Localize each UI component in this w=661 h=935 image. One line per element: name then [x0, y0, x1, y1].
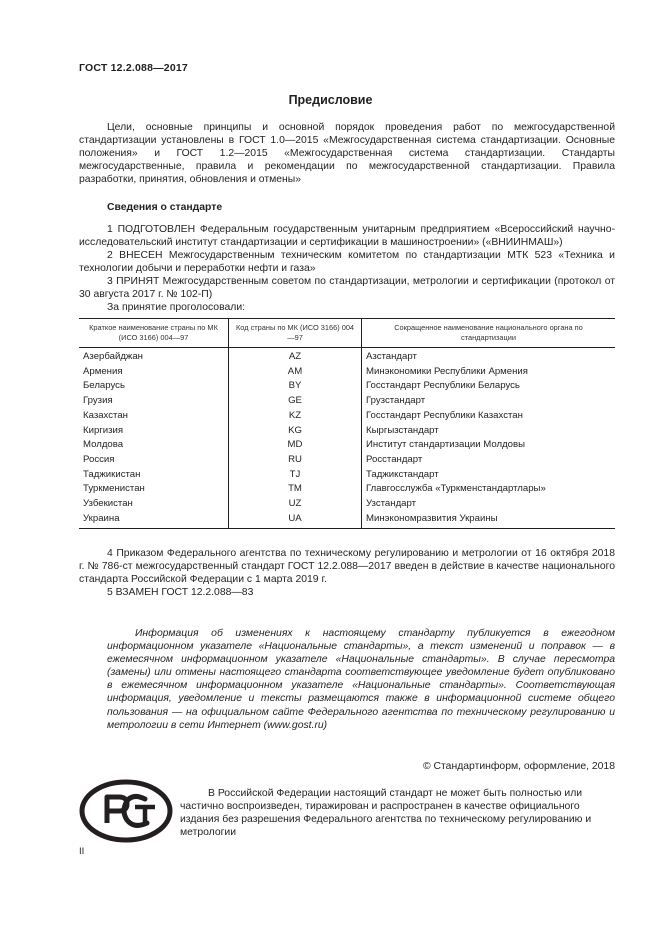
doc-number-header: ГОСТ 12.2.088—2017 [79, 62, 188, 74]
standards-body: Росстандарт [366, 453, 423, 465]
country-name: Россия [79, 453, 229, 468]
country-name: Азербайджан [79, 348, 229, 365]
standards-body: Таджикстандарт [366, 468, 439, 480]
table-row [79, 379, 615, 394]
header-body: Сокращенное наименование национального органа по стандартизации [362, 319, 616, 348]
table-row [79, 409, 615, 424]
copyright: © Стандартинформ, оформление, 2018 [422, 761, 615, 772]
item-1-prepared: 1 ПОДГОТОВЛЕН Федеральным государственным унитарным предприятием «Всероссийский научно-исследовательский институт стандартизации и сертификации в машиностроении» («ВНИИНМАШ») [79, 224, 615, 249]
voting-states-table [79, 318, 615, 529]
country-code: KZ [229, 409, 362, 424]
table-row [79, 468, 615, 483]
country-name: Узбекистан [79, 497, 229, 512]
table-row [79, 453, 615, 468]
country-name: Киргизия [79, 424, 229, 439]
rst-logo-graphic [79, 779, 173, 843]
standards-body: Институт стандартизации Молдовы [366, 439, 525, 451]
table-row [79, 394, 615, 409]
item-2-submitted: 2 ВНЕСЕН Межгосударственным техническим комитетом по стандартизации МТК 523 «Техника и технологии добычи и переработки нефти и газа» [79, 250, 615, 275]
standards-body: Госстандарт Республики Казахстан [366, 409, 523, 421]
table-row [79, 482, 615, 497]
standards-body: Главгосслужба «Туркменстандартлары» [366, 483, 546, 495]
country-name: Беларусь [79, 379, 229, 394]
standards-body: Кыргызстандарт [366, 424, 439, 436]
country-code: TJ [229, 468, 362, 483]
table-row [79, 424, 615, 439]
page-title: Предисловие [288, 93, 373, 107]
header-code: Код страны по МК (ИСО 3166) 004—97 [229, 319, 362, 348]
page-number: II [79, 846, 85, 857]
rst-certification-mark-icon [79, 779, 173, 848]
standards-body: Азстандарт [366, 351, 417, 362]
item-5-replaces: 5 ВЗАМЕН ГОСТ 12.2.088—83 [107, 587, 254, 598]
reproduction-notice: В Российской Федерации настоящий стандарт не может быть полностью или частично воспроизведен, тиражирован и распространен в качестве официального издания без разрешения Федерального агентства по техническому регулированию и метрологии [180, 788, 592, 838]
country-code: RU [229, 453, 362, 468]
item-4-enacted: 4 Приказом Федерального агентства по техническому регулированию и метрологии от 16 октября 2018 г. № 786-ст межгосударственный стандарт ГОСТ 12.2.088—2017 введен в действие в качестве национального стандарта Российской Федерации с 1 марта 2019 г. [79, 548, 615, 586]
country-code: UZ [229, 497, 362, 512]
country-name: Молдова [79, 438, 229, 453]
table-header-row [79, 319, 615, 348]
country-name: Армения [79, 365, 229, 380]
standards-body: Минэкономики Республики Армения [366, 365, 528, 377]
standards-body: Грузстандарт [366, 395, 426, 407]
country-code: TM [229, 482, 362, 497]
country-code: KG [229, 424, 362, 439]
country-name: Украина [79, 512, 229, 529]
standards-body: Госстандарт Республики Беларусь [366, 380, 520, 392]
table-row [79, 497, 615, 512]
table-row [79, 348, 615, 365]
country-code: GE [229, 394, 362, 409]
standards-body: Минэкономразвития Украины [362, 512, 616, 529]
standards-body: Узстандарт [366, 498, 417, 510]
section-heading: Сведения о стандарте [107, 202, 223, 213]
info-notice: Информация об изменениях к настоящему стандарту публикуется в ежегодном информационном указателе «Национальные стандарты», а текст изменений и поправок — в ежемесячном информационном указателе «Национальные стандарты». В случае пересмотра (замены) или отмены настоящего стандарта соответствующее уведомление будет опубликовано в ежемесячном информационном указателе «Национальные стандарты». Соответствующая информация, уведомление и тексты размещаются также в информационной системе общего пользования — на официальном сайте Федерального агентства по техническому регулированию и метрологии в сети Интернет (www.gost.ru) [107, 628, 615, 731]
table-row [79, 512, 615, 529]
country-name: Казахстан [79, 409, 229, 424]
item-3-adopted: 3 ПРИНЯТ Межгосударственным советом по стандартизации, метрологии и сертификации (протокол от 30 августа 2017 г. № 102-П) [79, 276, 615, 301]
country-code: AZ [229, 348, 362, 365]
country-name: Туркменистан [79, 482, 229, 497]
intro-paragraph: Цели, основные принципы и основной порядок проведения работ по межгосударственной стандартизации установлены в ГОСТ 1.0—2015 «Межгосударственная система стандартизации. Основные положения» и ГОСТ 1.2—2015 «Межгосударственная система стандартизации. Стандарты межгосударственные, правила и рекомендации по межгосударственной стандартизации. Правила разработки, принятия, обновления и отмены» [79, 122, 615, 186]
country-name: Грузия [79, 394, 229, 409]
country-code: AM [229, 365, 362, 380]
table-row [79, 438, 615, 453]
voted-label: За принятие проголосовали: [107, 302, 246, 313]
table-row [79, 365, 615, 380]
header-country: Краткое наименование страны по МК (ИСО 3166) 004—97 [79, 319, 229, 348]
country-name: Таджикистан [79, 468, 229, 483]
country-code: UA [229, 512, 362, 529]
country-code: MD [229, 438, 362, 453]
country-code: BY [229, 379, 362, 394]
